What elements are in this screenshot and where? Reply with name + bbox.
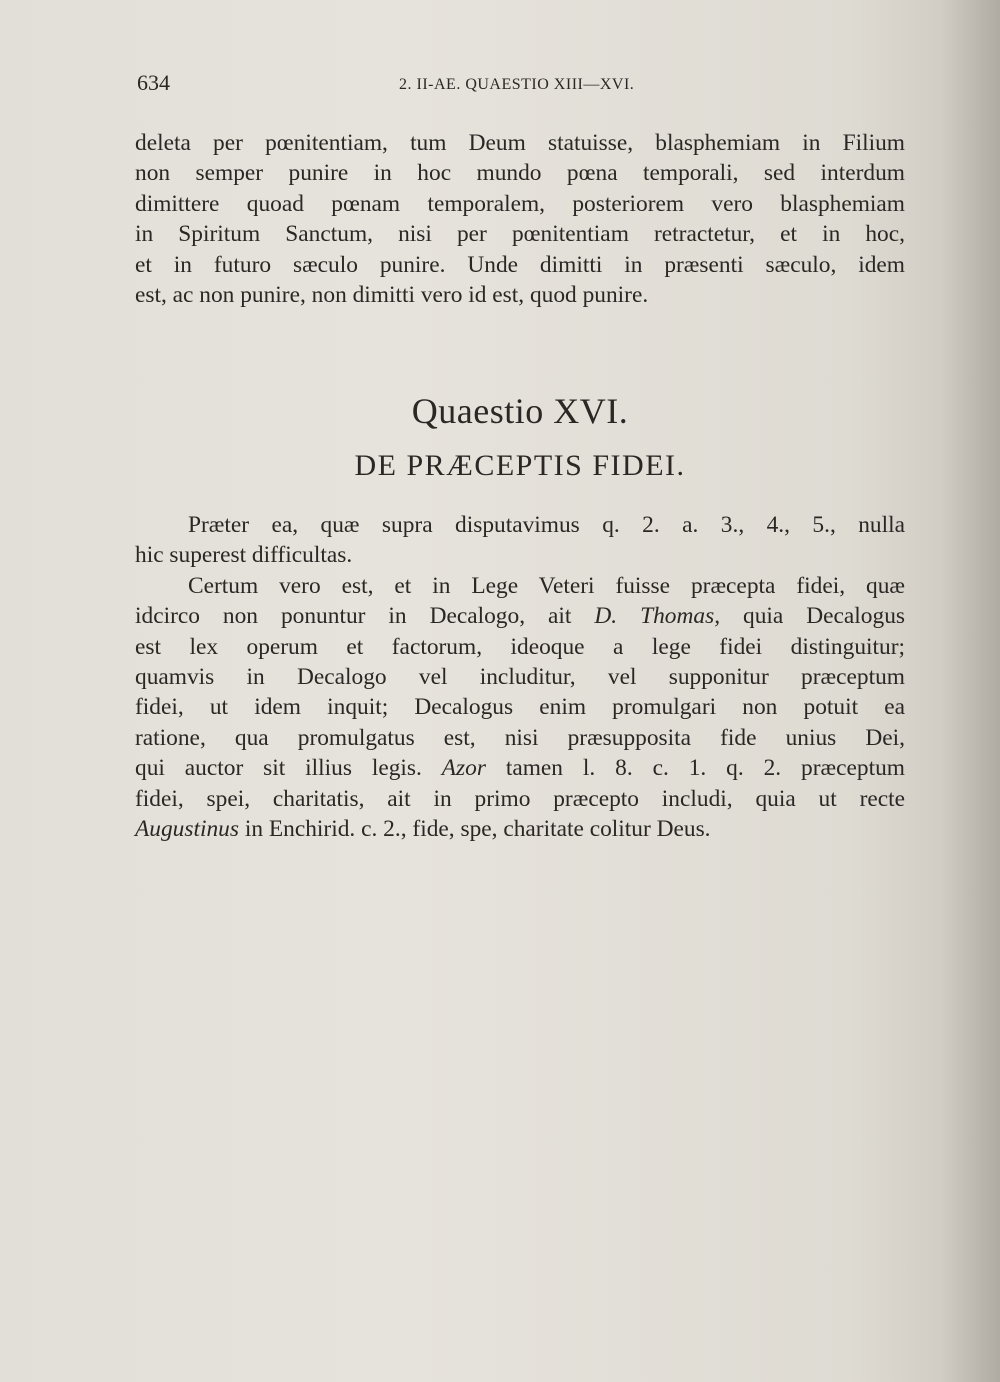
text-line: fidei, spei, charitatis, ait in primo præcepto includi, quia ut recte bbox=[135, 785, 905, 812]
text-segment: qui auctor sit illius legis. bbox=[135, 755, 442, 782]
running-title: 2. II-AE. QUAESTIO XIII—XVI. bbox=[399, 76, 635, 93]
author-name: Azor bbox=[441, 755, 486, 782]
text-line: hic superest difficultas. bbox=[135, 542, 353, 569]
text-line bbox=[135, 601, 905, 631]
text-line: Præter ea, quæ supra disputavimus q. 2. a. 3., 4., 5., nulla bbox=[188, 512, 905, 538]
running-header bbox=[137, 70, 907, 100]
text-line: est lex operum et factorum, ideoque a lege fidei distinguitur; bbox=[135, 633, 905, 660]
page-shadow bbox=[940, 0, 1000, 1382]
text-segment: tamen l. 8. c. 1. q. 2. præceptum bbox=[485, 755, 905, 782]
text-line: et in futuro sæculo punire. Unde dimitti in præsenti sæculo, idem bbox=[135, 251, 905, 278]
text-line bbox=[135, 753, 905, 783]
text-line: fidei, ut idem inquit; Decalogus enim promulgari non potuit ea bbox=[135, 694, 905, 721]
text-line: in Spiritum Sanctum, nisi per pœnitentiam retractetur, et in hoc, bbox=[135, 221, 905, 248]
text-line: ratione, qua promulgatus est, nisi præsupposita fide unius Dei, bbox=[135, 724, 905, 751]
section-heading: Quaestio XVI. bbox=[411, 391, 629, 431]
text-line: dimittere quoad pœnam temporalem, posteriorem vero blasphemiam bbox=[135, 190, 905, 217]
text-line: deleta per pœnitentiam, tum Deum statuisse, blasphemiam in Filium bbox=[135, 130, 905, 156]
text-segment: quia Decalogus bbox=[720, 603, 905, 630]
text-line: est, ac non punire, non dimitti vero id est, quod punire. bbox=[135, 282, 649, 309]
text-line bbox=[135, 814, 905, 844]
page-number: 634 bbox=[137, 70, 170, 95]
main-text bbox=[135, 510, 905, 844]
text-line: Certum vero est, et in Lege Veteri fuisse præcepta fidei, quæ bbox=[188, 572, 905, 599]
author-name: Augustinus bbox=[135, 816, 239, 843]
section-subtitle: DE PRÆCEPTIS FIDEI. bbox=[354, 449, 686, 482]
text-segment: idcirco non ponuntur in Decalogo, ait bbox=[135, 603, 595, 630]
text-segment: in Enchirid. c. 2., fide, spe, charitate colitur Deus. bbox=[238, 816, 711, 843]
text-line: quamvis in Decalogo vel includitur, vel supponitur præceptum bbox=[135, 664, 905, 691]
text-line: non semper punire in hoc mundo pœna temporali, sed interdum bbox=[135, 160, 905, 187]
author-name: D. Thomas, bbox=[594, 603, 721, 630]
intro-paragraph bbox=[135, 128, 905, 310]
